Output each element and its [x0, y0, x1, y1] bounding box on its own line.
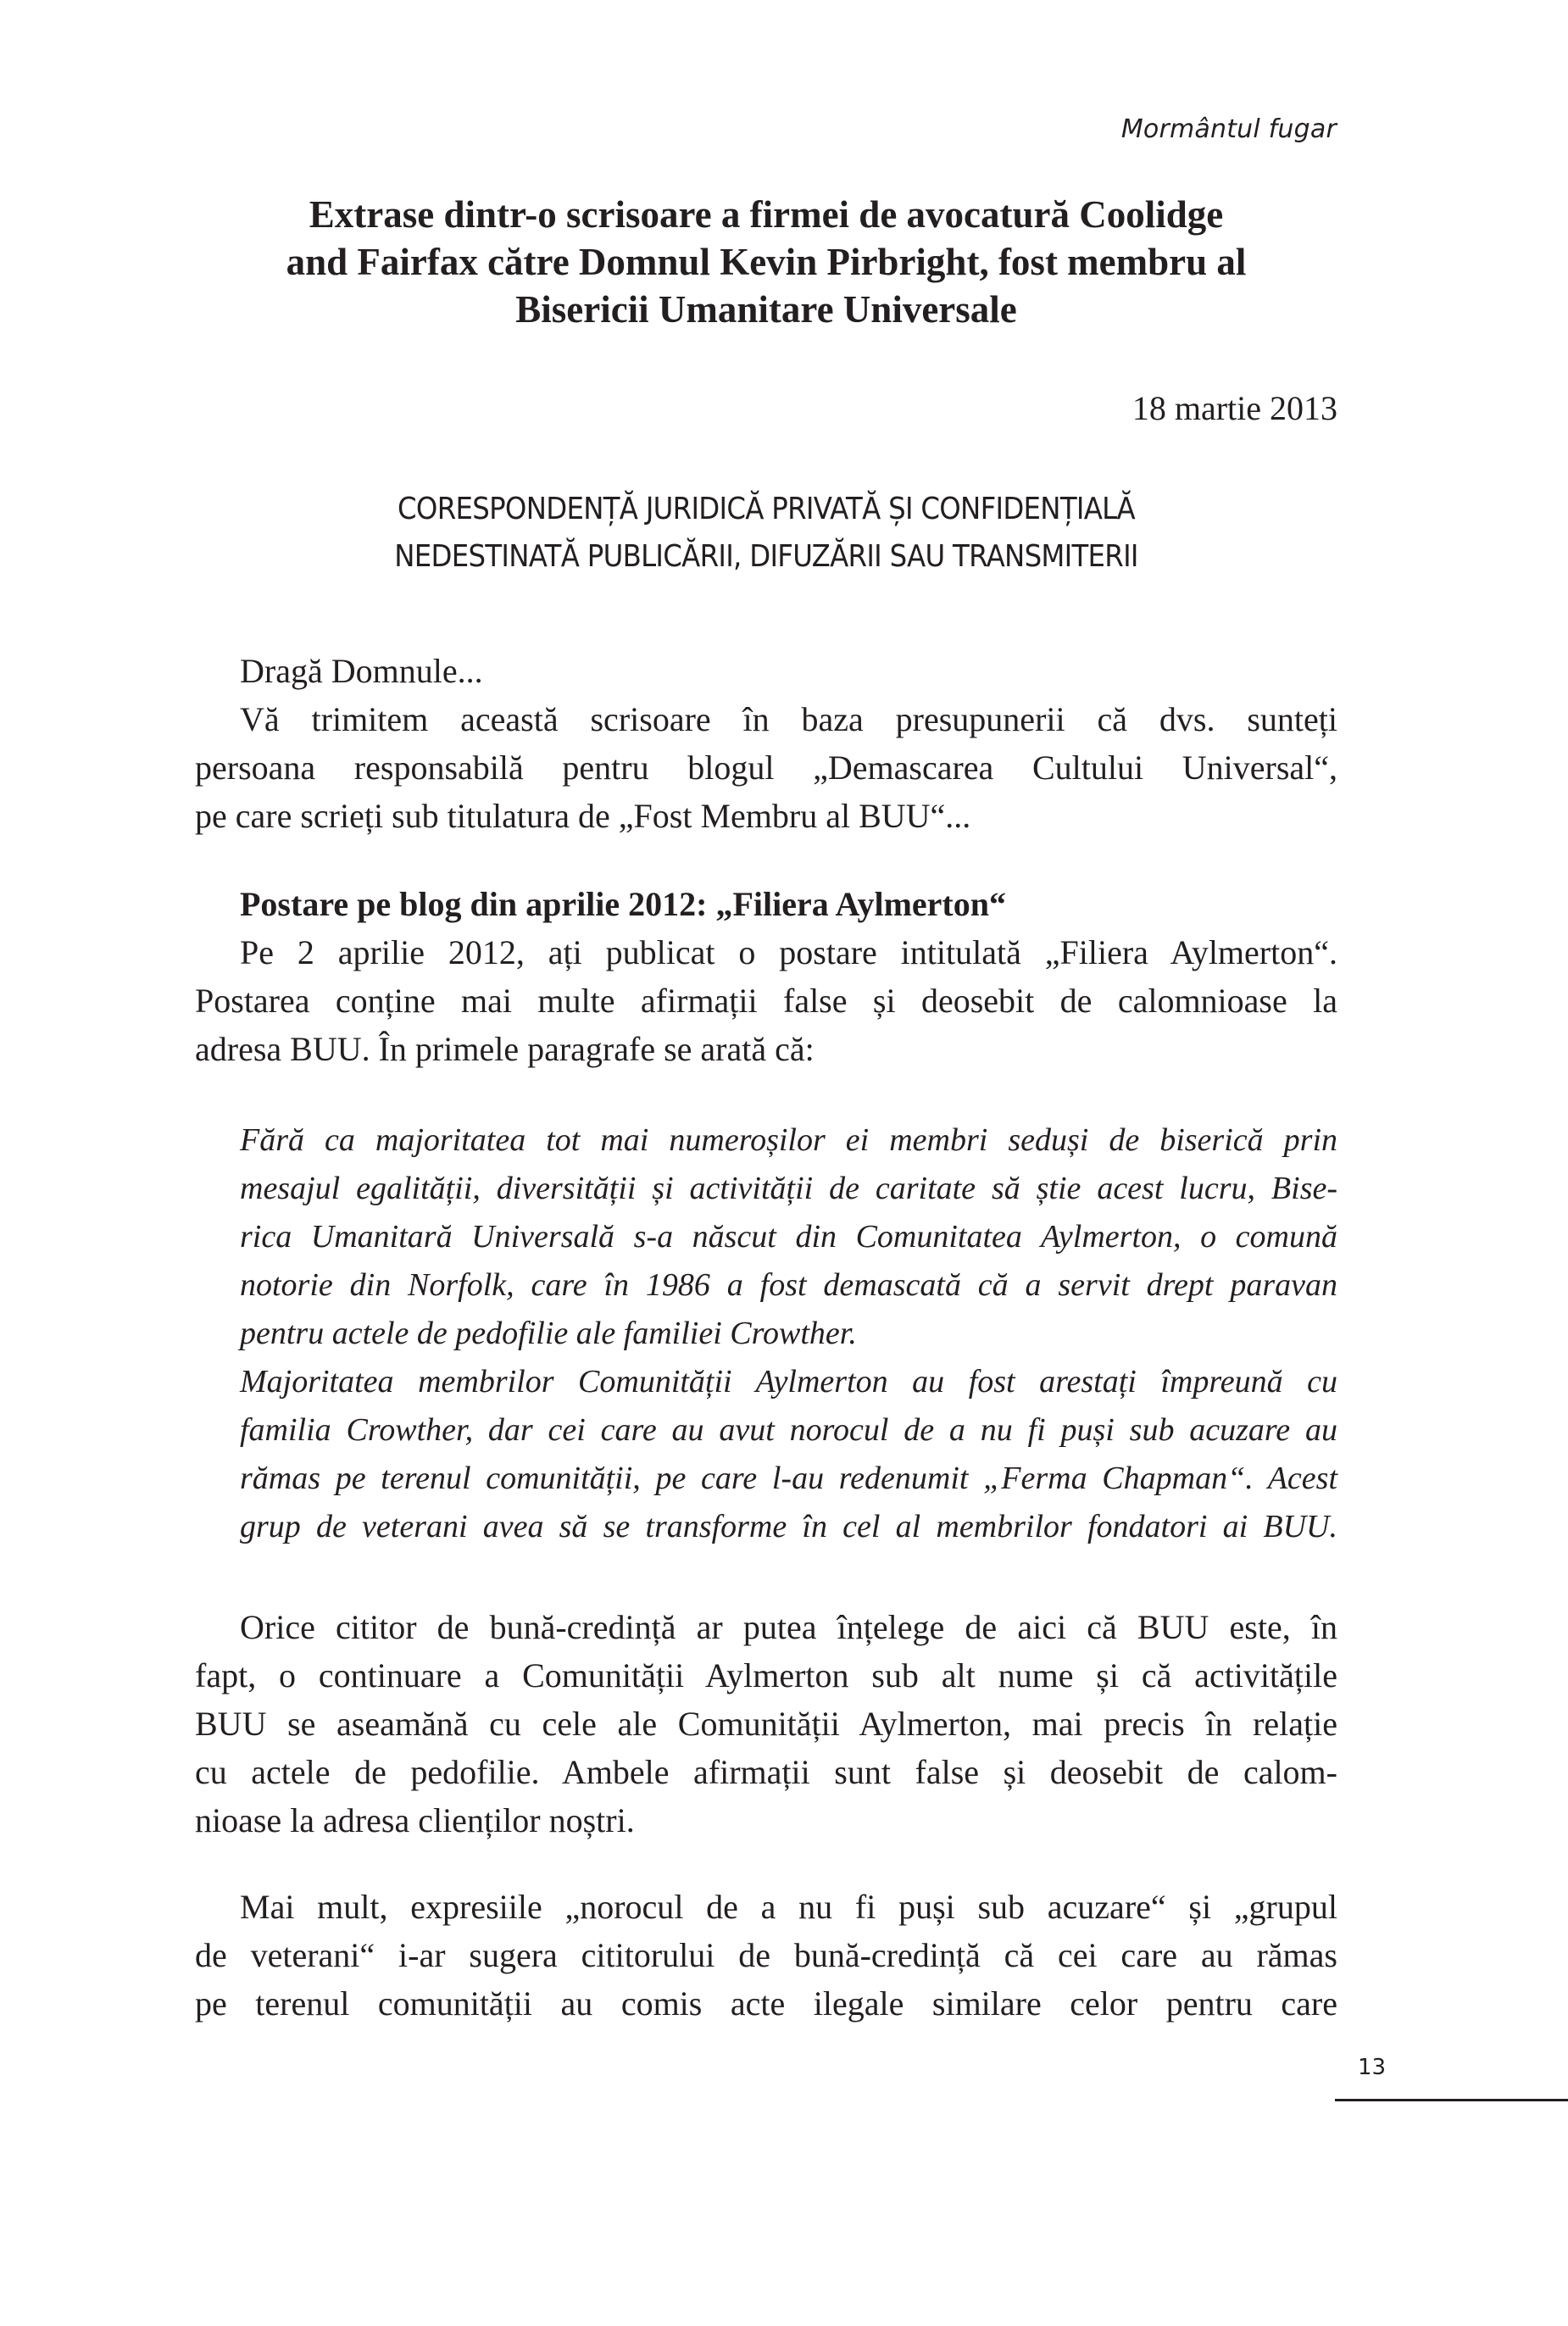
paragraph-line: BUU se aseamănă cu cele ale Comunității Aylmerton, mai precis în relație — [195, 1705, 1337, 1743]
letter-date: 18 martie 2013 — [1132, 389, 1337, 427]
quote-line: rămas pe terenul comunității, pe care l-au redenumit „Ferma Chapman“. Acest — [240, 1461, 1337, 1496]
quote-line: grup de veterani avea să se transforme în cel al membrilor fondatori ai BUU. — [240, 1509, 1337, 1544]
paragraph-2 — [195, 1883, 1337, 2028]
paragraph-1 — [195, 1603, 1337, 1845]
footer-rule — [1335, 2099, 1568, 2101]
title-line: Extrase dintr-o scrisoare a firmei de avocatură Coolidge — [309, 193, 1224, 236]
paragraph-line: de veterani“ i-ar sugera cititorului de bună-credință că cei care au rămas — [195, 1936, 1337, 1974]
blog-post-section — [195, 880, 1337, 1073]
intro-line: persoana responsabilă pentru blogul „Demascarea Cultului Universal“, — [195, 748, 1337, 787]
quote-line: Majoritatea membrilor Comunității Aylmerton au fost arestați împreună cu — [240, 1364, 1337, 1399]
section-line: Pe 2 aprilie 2012, ați publicat o postare intitulată „Filiera Aylmerton“. — [240, 933, 1337, 971]
paragraph-line: pe terenul comunității au comis acte ilegale similare celor pentru care — [195, 1984, 1337, 2023]
paragraph-line: Orice cititor de bună-credință ar putea înțelege de aici că BUU este, în — [240, 1608, 1337, 1646]
intro-line: pe care scrieți sub titulatura de „Fost Membru al BUU“... — [195, 797, 971, 835]
quote-line: familia Crowther, dar cei care au avut norocul de a nu fi puși sub acuzare au — [240, 1412, 1337, 1448]
page-number: 13 — [1358, 2055, 1387, 2080]
quote-line: mesajul egalității, diversității și activității de caritate să știe acest lucru, Bise- — [240, 1171, 1337, 1206]
quoted-excerpt — [240, 1116, 1337, 1551]
running-head-title: Mormântul fugar — [1120, 114, 1337, 144]
section-heading: Postare pe blog din aprilie 2012: „Filiera Aylmerton“ — [240, 885, 1006, 923]
title-line: Bisericii Umanitare Universale — [515, 288, 1017, 331]
notice-line: CORESPONDENȚĂ JURIDICĂ PRIVATĂ ȘI CONFIDENȚIALĂ — [398, 492, 1135, 526]
intro-line: Vă trimitem această scrisoare în baza presupunerii că dvs. sunteți — [240, 700, 1337, 738]
quote-line: pentru actele de pedofilie ale familiei Crowther. — [240, 1316, 857, 1351]
paragraph-line: fapt, o continuare a Comunității Aylmerton sub alt nume și că activitățile — [195, 1656, 1337, 1694]
paragraph-line: cu actele de pedofilie. Ambele afirmații sunt false și deosebit de calom- — [195, 1753, 1337, 1791]
title-line: and Fairfax către Domnul Kevin Pirbright, fost membru al — [286, 241, 1247, 283]
section-line: Postarea conține mai multe afirmații false și deosebit de calomnioase la — [195, 982, 1337, 1020]
section-line: adresa BUU. În primele paragrafe se arată că: — [195, 1030, 815, 1068]
confidential-notice — [252, 486, 1280, 581]
quote-line: Fără ca majoritatea tot mai numeroșilor ei membri seduși de biserică prin — [240, 1122, 1337, 1158]
salutation: Dragă Domnule... — [240, 652, 483, 690]
paragraph-line: nioase la adresa clienților noștri. — [195, 1801, 635, 1839]
quote-line: notorie din Norfolk, care în 1986 a fost demascată că a servit drept paravan — [240, 1267, 1337, 1303]
notice-line: NEDESTINATĂ PUBLICĂRII, DIFUZĂRII SAU TRANSMITERII — [394, 539, 1138, 574]
letter-intro — [195, 647, 1337, 840]
paragraph-line: Mai mult, expresiile „norocul de a nu fi puși sub acuzare“ și „grupul — [240, 1888, 1337, 1926]
quote-line: rica Umanitară Universală s-a născut din Comunitatea Aylmerton, o comună — [240, 1219, 1337, 1255]
document-title — [195, 191, 1337, 333]
